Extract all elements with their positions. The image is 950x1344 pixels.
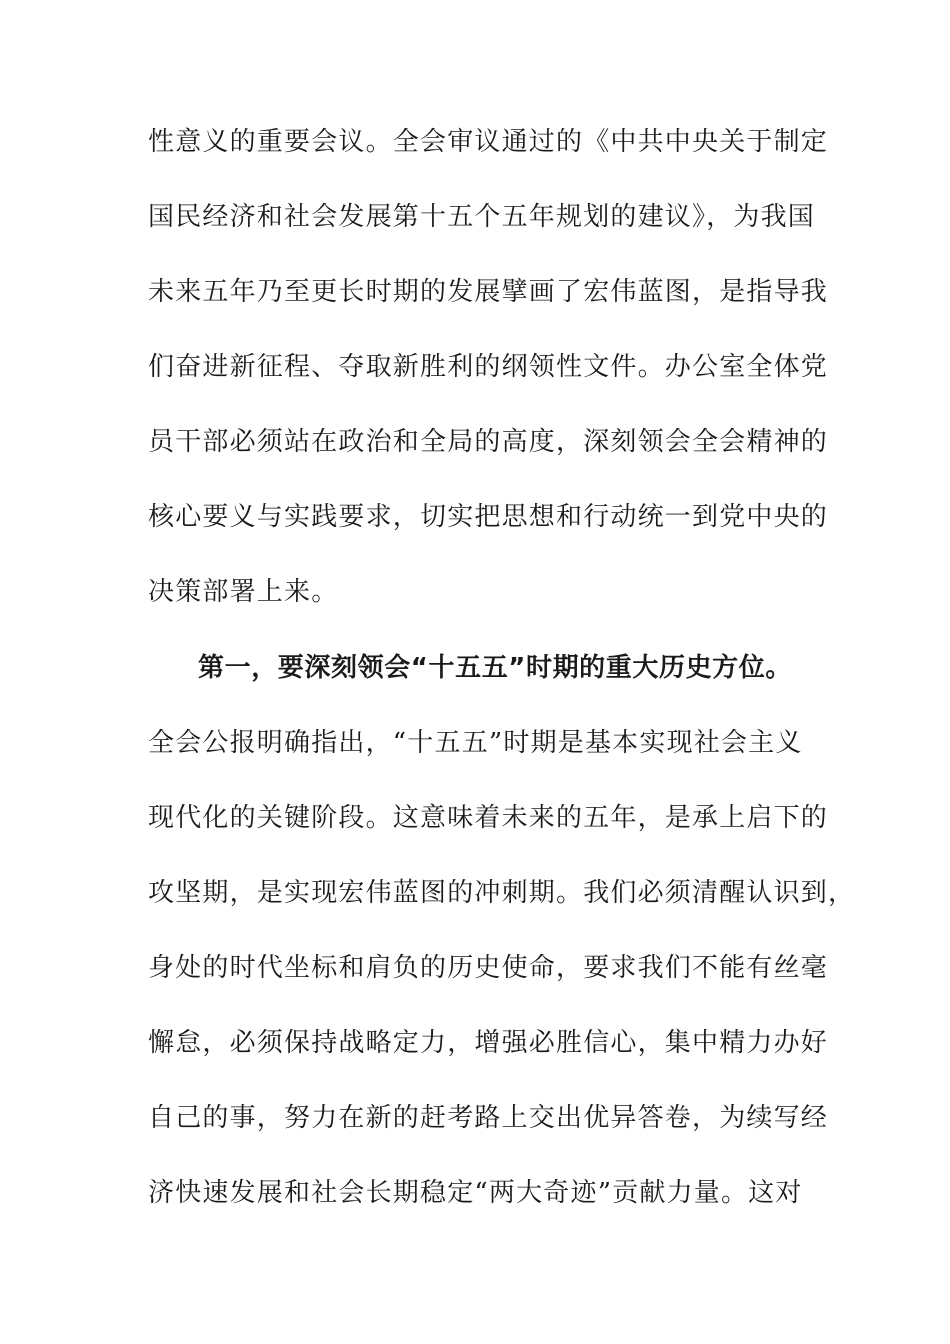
paragraph-2-line-6: 自己的事，努力在新的赶考路上交出优异答卷，为续写经 bbox=[148, 1103, 829, 1133]
paragraph-1-line-3: 未来五年乃至更长时期的发展擘画了宏伟蓝图，是指导我 bbox=[148, 277, 829, 307]
paragraph-2-line-4: 身处的时代坐标和肩负的历史使命，要求我们不能有丝毫 bbox=[148, 953, 829, 983]
paragraph-2-line-3: 攻坚期，是实现宏伟蓝图的冲刺期。我们必须清醒认识到， bbox=[148, 878, 856, 908]
paragraph-1-line-2: 国民经济和社会发展第十五个五年规划的建议》，为我国 bbox=[148, 202, 816, 232]
paragraph-1-line-7: 决策部署上来。 bbox=[148, 577, 339, 607]
paragraph-2-line-7: 济快速发展和社会长期稳定“两大奇迹”贡献力量。这对 bbox=[148, 1178, 803, 1208]
paragraph-1-line-5: 员干部必须站在政治和全局的高度，深刻领会全会精神的 bbox=[148, 427, 829, 457]
paragraph-2-line-1: 全会公报明确指出，“十五五”时期是基本实现社会主义 bbox=[148, 728, 803, 758]
section-heading: 第一，要深刻领会“十五五”时期的重大历史方位。 bbox=[198, 653, 792, 683]
paragraph-1-line-6: 核心要义与实践要求，切实把思想和行动统一到党中央的 bbox=[148, 502, 829, 532]
paragraph-1-line-4: 们奋进新征程、夺取新胜利的纲领性文件。办公室全体党 bbox=[148, 352, 829, 382]
paragraph-2-line-5: 懈怠，必须保持战略定力，增强必胜信心，集中精力办好 bbox=[148, 1028, 829, 1058]
paragraph-1-line-1: 性意义的重要会议。全会审议通过的《中共中央关于制定 bbox=[148, 127, 829, 157]
paragraph-2-line-2: 现代化的关键阶段。这意味着未来的五年，是承上启下的 bbox=[148, 803, 829, 833]
